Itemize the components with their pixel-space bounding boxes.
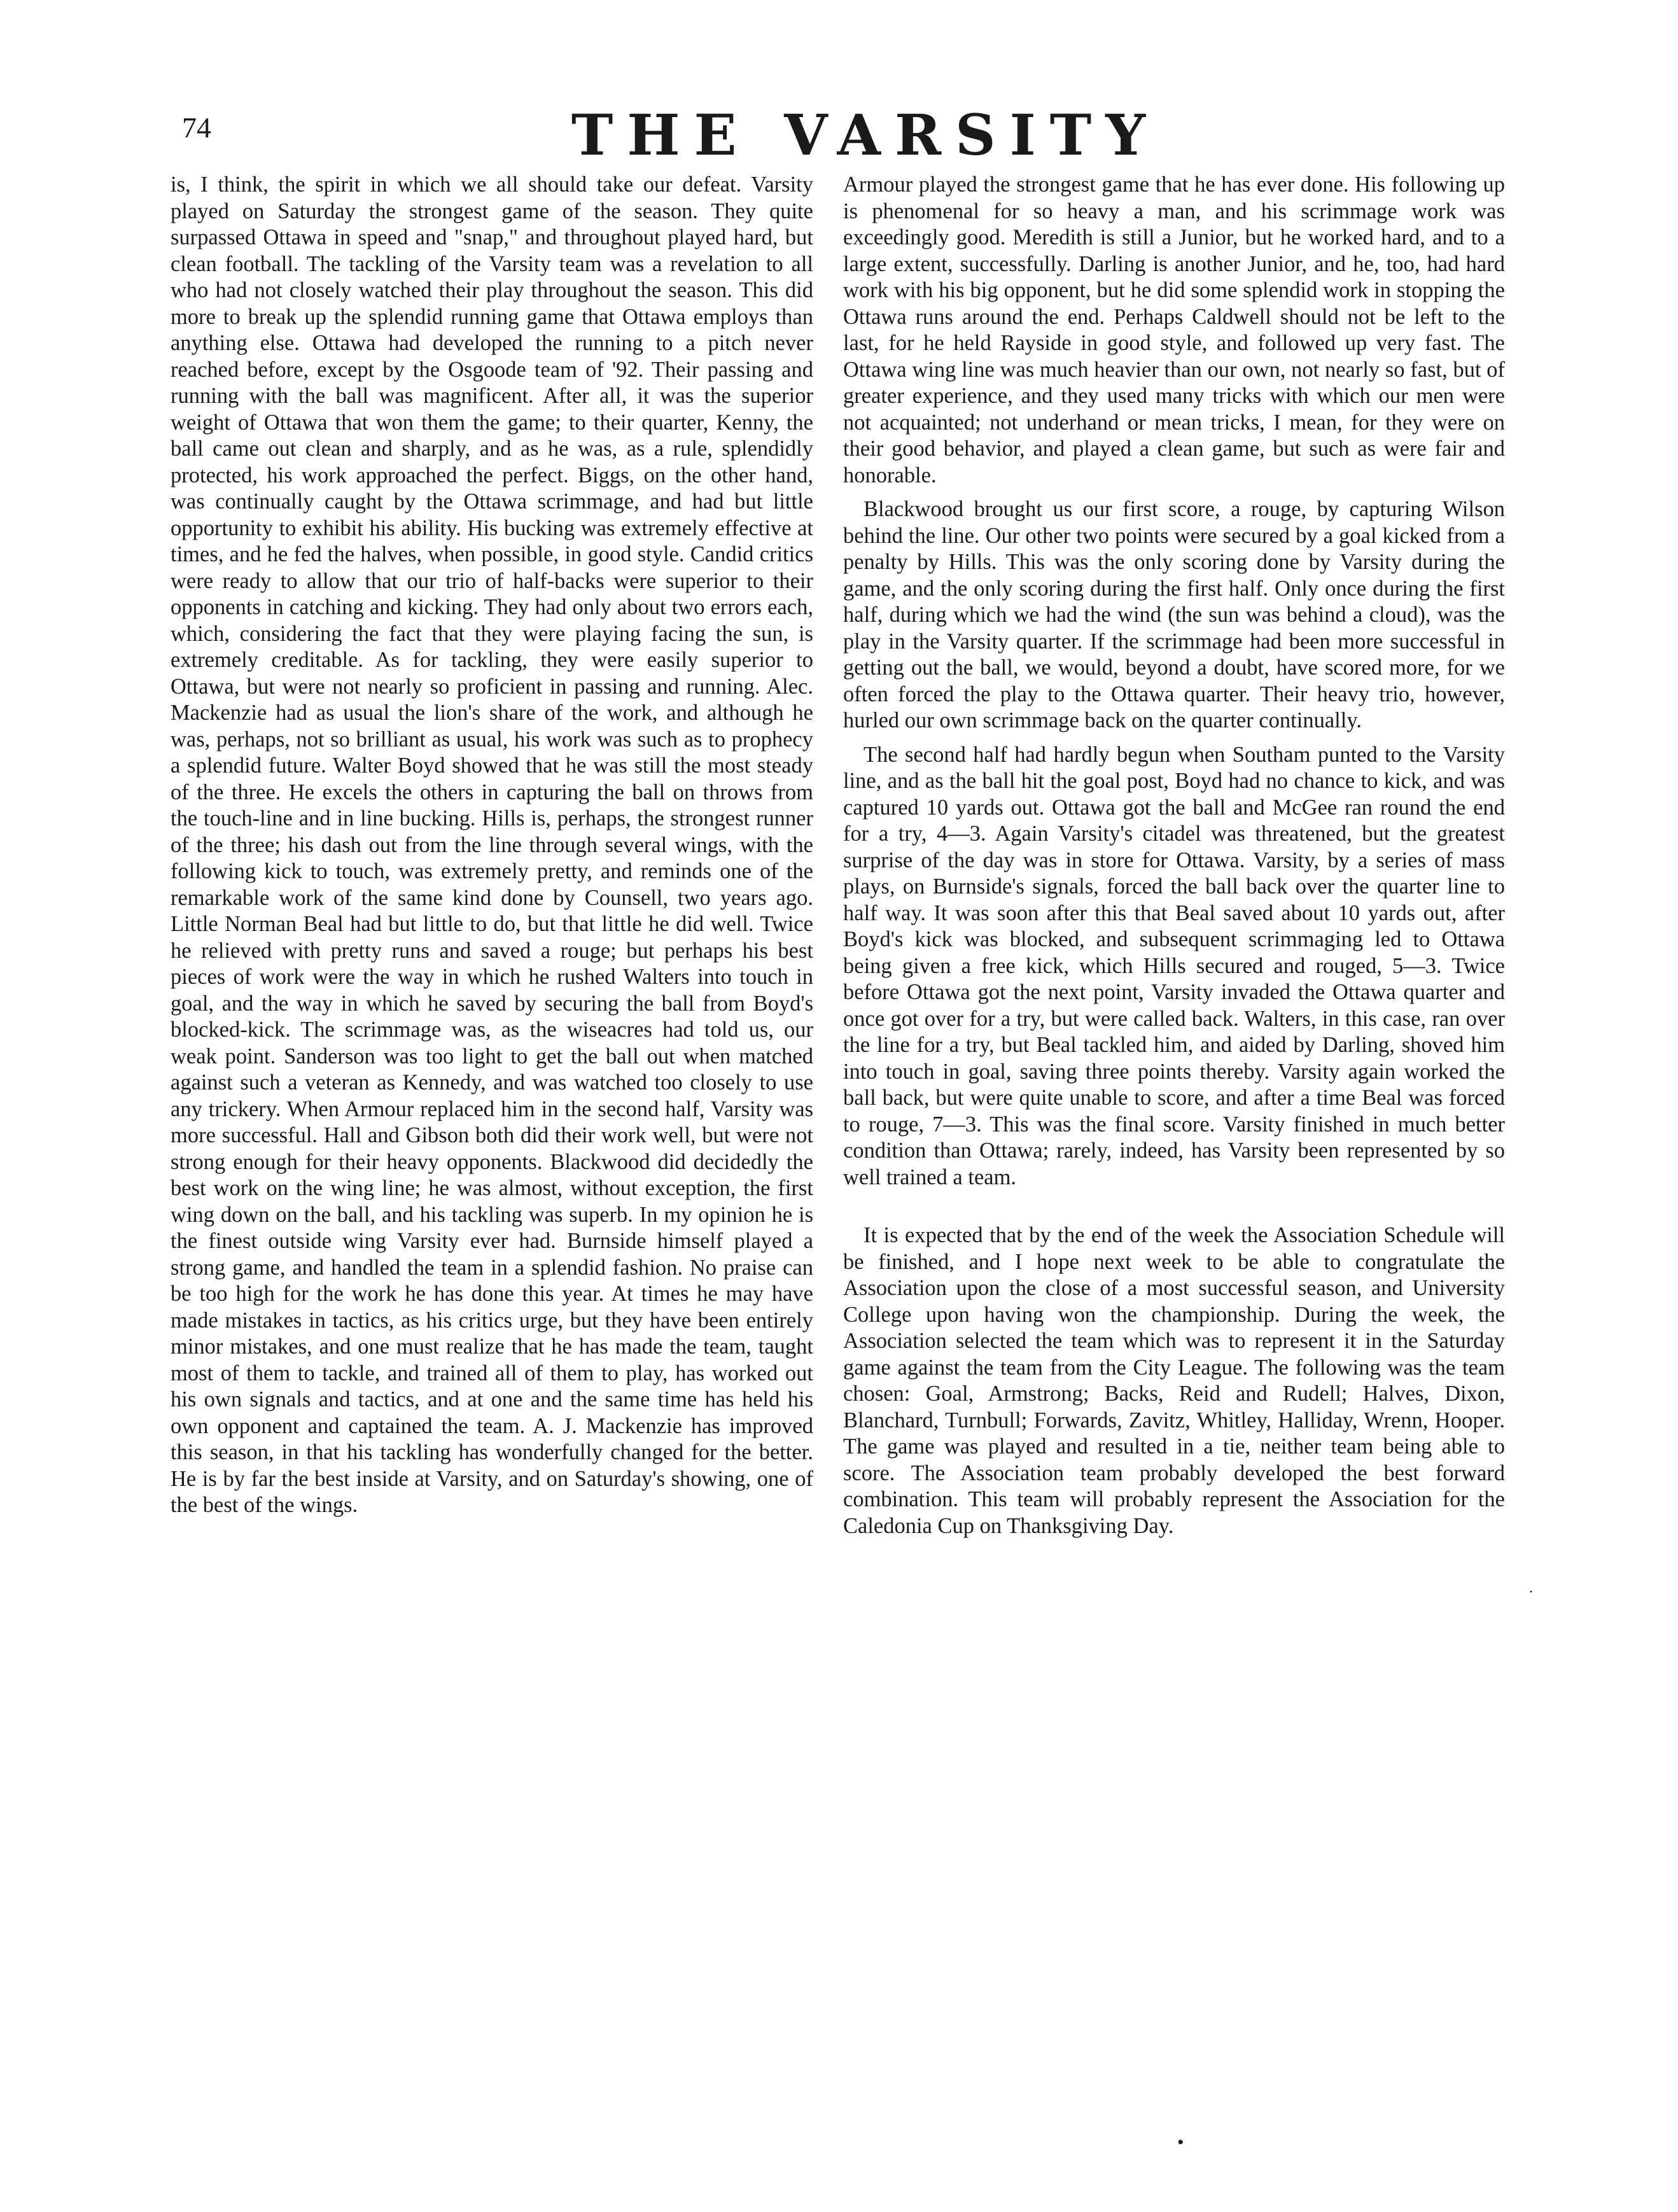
paragraph-left-1: is, I think, the spirit in which we all should take our defeat. Varsity played on Saturday the strongest game of the season. They quite surpassed Ottawa in speed and "snap," and throughout played hard, but clean football. The tackling of the Varsity team was a revelation to all who had not closely watched their play throughout the season. This did more to break up the splendid running game that Ottawa employs than anything else. Ottawa had developed the running to a pitch never reached before, except by the Osgoode team of '92. Their passing and running with the ball was magnificent. After all, it was the superior weight of Ottawa that won them the game; to their quarter, Kenny, the ball came out clean and sharply, and as he was, as a rule, splendidly protected, his work approached the perfect. Biggs, on the other hand, was continually caught by the Ottawa scrimmage, and had but little opportunity to exhibit his ability. His bucking was extremely effective at times, and he fed the halves, when possible, in good style. Candid critics were ready to allow that our trio of half-backs were superior to their opponents in catching and kicking. They had only about two errors each, which, considering the fact that they were playing facing the sun, is extremely creditable. As for tackling, they were easily superior to Ottawa, but were not nearly so proficient in passing and running. Alec. Mackenzie had as usual the lion's share of the work, and although he was, perhaps, not so brilliant as usual, his work was such as to prophecy a splendid future. Walter Boyd showed that he was still the most steady of the three. He excels the others in capturing the ball on throws from the touch-line and in line bucking. Hills is, perhaps, the strongest runner of the three; his dash out from the line through several wings, with the following kick to touch, was extremely pretty, and reminds one of the remarkable work of the same kind done by Counsell, two years ago. Little Norman Beal had but little to do, but that little he did well. Twice he relieved with pretty runs and saved a rouge; but perhaps his best pieces of work were the way in which he rushed Walters into touch in goal, and the way in which he saved by securing the ball from Boyd's blocked-kick. The scrimmage was, as the wiseacres had told us, our weak point. Sanderson was too light to get the ball out when matched against such a veteran as Kennedy, and was watched too closely to use any trickery. When Armour replaced him in the second half, Varsity was more successful. Hall and Gibson both did their work well, but were not strong enough for their heavy opponents. Blackwood did decidedly the best work on the wing line; he was almost, without exception, the first wing down on the ball, and his tackling was superb. In my opinion he is the finest outside wing Varsity ever had. Burnside himself played a strong game, and handled the team in a splendid fashion. No praise can be too high for the work he has done this year. At times he may have made mistakes in tactics, as his critics urge, but they have been entirely minor mistakes, and one must realize that he has made the team, taught most of them to tackle, and trained all of them to play, has worked out his own signals and tactics, and at one and the same time has held his own opponent and captained the team. A. J. Mackenzie has improved this season, in that his tackling has wonderfully changed for the better. He is by far the best inside at Varsity, and on Saturday's showing, one of the best of the wings.	[171, 172, 813, 1517]
masthead-title: THE VARSITY	[571, 102, 1160, 168]
paragraph-right-4: It is expected that by the end of the week the Association Schedule will be finished, and I hope next week to be able to congratulate the Association upon the close of a most successful season, and University College upon having won the championship. During the week, the Association selected the team which was to represent it in the Saturday game against the team from the City League. The following was the team chosen: Goal, Armstrong; Backs, Reid and Rudell; Halves, Dixon, Blanchard, Turnbull; Forwards, Zavitz, Whitley, Halliday, Wrenn, Hooper. The game was played and resulted in a tie, neither team being able to score. The Association team probably developed the best forward combination. This team will probably represent the Association for the Caledonia Cup on Thanksgiving Day.	[843, 1223, 1505, 1538]
paragraph-right-2: Blackwood brought us our first score, a rouge, by capturing Wilson behind the line. Our other two points were secured by a goal kicked from a penalty by Hills. This was the only scoring done by Varsity during the game, and the only scoring during the first half. Only once during the first half, during which we had the wind (the sun was behind a cloud), was the play in the Varsity quarter. If the scrimmage had been more successful in getting out the ball, we would, beyond a doubt, have scored more, for we often forced the play to the Ottawa quarter. Their heavy trio, however, hurled our own scrimmage back on the quarter continually.	[843, 497, 1505, 732]
print-speck: ·	[1528, 1584, 1534, 1600]
paragraph-right-3: The second half had hardly begun when Southam punted to the Varsity line, and as the ball hit the goal post, Boyd had no chance to kick, and was captured 10 yards out. Ottawa got the ball and McGee ran round the end for a try, 4—3. Again Varsity's citadel was threatened, but the greatest surprise of the day was in store for Ottawa. Varsity, by a series of mass plays, on Burnside's signals, forced the ball back over the quarter line to half way. It was soon after this that Beal saved about 10 yards out, after Boyd's kick was blocked, and subsequent scrimmaging led to Ottawa being given a free kick, which Hills secured and rouged, 5—3. Twice before Ottawa got the next point, Varsity invaded the Ottawa quarter and once got over for a try, but were called back. Walters, in this case, ran over the line for a try, but Beal tackled him, and aided by Darling, shoved him into touch in goal, saving three points thereby. Varsity again worked the ball back, but were quite unable to score, and after a time Beal was forced to rouge, 7—3. This was the final score. Varsity finished in much better condition than Ottawa; rarely, indeed, has Varsity been represented by so well trained a team.	[843, 742, 1505, 1189]
page-number: 74	[182, 111, 211, 144]
print-speck: •	[1177, 2132, 1184, 2153]
right-column	[843, 172, 1505, 1539]
paragraph-right-1: Armour played the strongest game that he has ever done. His following up is phenomenal for so heavy a man, and his scrimmage work was exceedingly good. Meredith is still a Junior, but he worked hard, and to a large extent, successfully. Darling is another Junior, and he, too, had hard work with his big opponent, but he did some splendid work in stopping the Ottawa runs around the end. Perhaps Caldwell should not be left to the last, for he held Rayside in good style, and followed up very fast. The Ottawa wing line was much heavier than our own, not nearly so fast, but of greater experience, and they used many tricks with which our men were not acquainted; not underhand or mean tricks, I mean, for they were on their good behavior, and played a clean game, but such as were fair and honorable.	[843, 172, 1505, 487]
left-column	[171, 172, 813, 1519]
